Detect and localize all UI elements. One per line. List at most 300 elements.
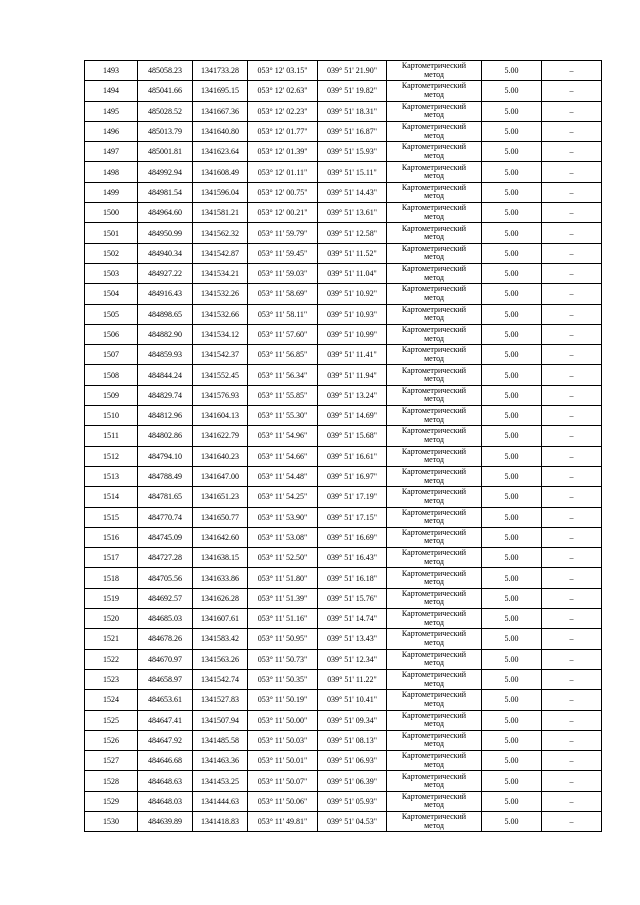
method-line-1: Картометрический: [401, 325, 467, 334]
x-coordinate-cell: 484653.61: [138, 690, 193, 710]
method-line-1: Картометрический: [401, 507, 467, 517]
point-number-cell: 1520: [85, 609, 138, 629]
x-coordinate-cell: 484648.03: [138, 791, 193, 811]
latitude-cell: 053° 11' 50.01": [248, 751, 318, 771]
method-line-2: метод: [424, 516, 444, 526]
note-cell: –: [542, 730, 602, 750]
table-row: [85, 730, 602, 750]
method-cell: [387, 811, 482, 831]
x-coordinate-cell: 484844.24: [138, 365, 193, 385]
accuracy-cell: 5.00: [482, 629, 542, 649]
point-number-cell: 1502: [85, 243, 138, 263]
point-number-cell: 1499: [85, 182, 138, 202]
longitude-cell: 039° 51' 19.82": [318, 81, 387, 101]
point-number-cell: 1512: [85, 446, 138, 466]
longitude-cell: 039° 51' 16.18": [318, 568, 387, 588]
point-number-cell: 1516: [85, 527, 138, 547]
table-row: [85, 548, 602, 568]
table-row: [85, 609, 602, 629]
method-line-2: метод: [424, 678, 444, 688]
method-line-1: Картометрический: [401, 182, 467, 192]
longitude-cell: 039° 51' 14.43": [318, 182, 387, 202]
method-cell: [387, 324, 482, 344]
longitude-cell: 039° 51' 09.34": [318, 710, 387, 730]
point-number-cell: 1519: [85, 588, 138, 608]
x-coordinate-cell: 484647.92: [138, 730, 193, 750]
longitude-cell: 039° 51' 06.93": [318, 751, 387, 771]
accuracy-cell: 5.00: [482, 365, 542, 385]
method-line-2: метод: [424, 191, 444, 201]
accuracy-cell: 5.00: [482, 81, 542, 101]
longitude-cell: 039° 51' 08.13": [318, 730, 387, 750]
method-cell: [387, 446, 482, 466]
note-cell: –: [542, 710, 602, 730]
method-line-1: Картометрический: [401, 467, 467, 477]
x-coordinate-cell: 484898.65: [138, 304, 193, 324]
accuracy-cell: 5.00: [482, 142, 542, 162]
method-line-1: Картометрический: [401, 487, 467, 497]
longitude-cell: 039° 51' 04.53": [318, 811, 387, 831]
latitude-cell: 053° 11' 49.81": [248, 811, 318, 831]
longitude-cell: 039° 51' 17.15": [318, 507, 387, 527]
longitude-cell: 039° 51' 17.19": [318, 487, 387, 507]
y-coordinate-cell: 1341638.15: [193, 548, 248, 568]
coordinates-table: [84, 60, 602, 832]
method-cell: [387, 182, 482, 202]
method-line-2: метод: [424, 780, 444, 790]
table-row: [85, 345, 602, 365]
accuracy-cell: 5.00: [482, 669, 542, 689]
accuracy-cell: 5.00: [482, 223, 542, 243]
note-cell: –: [542, 182, 602, 202]
method-cell: [387, 304, 482, 324]
point-number-cell: 1527: [85, 751, 138, 771]
latitude-cell: 053° 11' 50.03": [248, 730, 318, 750]
point-number-cell: 1518: [85, 568, 138, 588]
table-row: [85, 487, 602, 507]
method-cell: [387, 61, 482, 81]
method-cell: [387, 385, 482, 405]
latitude-cell: 053° 12' 02.23": [248, 101, 318, 121]
method-line-2: метод: [424, 232, 444, 242]
y-coordinate-cell: 1341576.93: [193, 385, 248, 405]
method-line-1: Картометрический: [401, 406, 467, 416]
note-cell: –: [542, 223, 602, 243]
accuracy-cell: 5.00: [482, 649, 542, 669]
table-row: [85, 771, 602, 791]
latitude-cell: 053° 12' 01.11": [248, 162, 318, 182]
point-number-cell: 1529: [85, 791, 138, 811]
longitude-cell: 039° 51' 10.93": [318, 304, 387, 324]
longitude-cell: 039° 51' 14.74": [318, 609, 387, 629]
table-row: [85, 588, 602, 608]
accuracy-cell: 5.00: [482, 324, 542, 344]
method-line-1: Картометрический: [401, 568, 467, 578]
method-line-2: метод: [424, 739, 444, 749]
point-number-cell: 1494: [85, 81, 138, 101]
point-number-cell: 1523: [85, 669, 138, 689]
table-row: [85, 385, 602, 405]
accuracy-cell: 5.00: [482, 406, 542, 426]
latitude-cell: 053° 11' 55.30": [248, 406, 318, 426]
x-coordinate-cell: 484646.68: [138, 751, 193, 771]
table-row: [85, 527, 602, 547]
accuracy-cell: 5.00: [482, 284, 542, 304]
accuracy-cell: 5.00: [482, 791, 542, 811]
longitude-cell: 039° 51' 21.90": [318, 61, 387, 81]
method-line-1: Картометрический: [401, 771, 467, 781]
latitude-cell: 053° 11' 58.11": [248, 304, 318, 324]
y-coordinate-cell: 1341608.49: [193, 162, 248, 182]
method-line-2: метод: [424, 353, 444, 363]
method-line-2: метод: [424, 495, 444, 505]
latitude-cell: 053° 11' 50.00": [248, 710, 318, 730]
table-row: [85, 263, 602, 283]
accuracy-cell: 5.00: [482, 507, 542, 527]
accuracy-cell: 5.00: [482, 101, 542, 121]
method-line-2: метод: [424, 374, 444, 384]
method-cell: [387, 426, 482, 446]
method-line-1: Картометрический: [401, 203, 467, 213]
method-line-1: Картометрический: [401, 690, 467, 700]
longitude-cell: 039° 51' 11.22": [318, 669, 387, 689]
table-row: [85, 568, 602, 588]
y-coordinate-cell: 1341444.63: [193, 791, 248, 811]
point-number-cell: 1514: [85, 487, 138, 507]
note-cell: –: [542, 121, 602, 141]
method-line-2: метод: [424, 89, 444, 99]
x-coordinate-cell: 484981.54: [138, 182, 193, 202]
latitude-cell: 053° 11' 52.50": [248, 548, 318, 568]
accuracy-cell: 5.00: [482, 588, 542, 608]
accuracy-cell: 5.00: [482, 263, 542, 283]
method-line-2: метод: [424, 475, 444, 485]
method-cell: [387, 466, 482, 486]
coordinates-table-body: [85, 61, 602, 832]
x-coordinate-cell: 484859.93: [138, 345, 193, 365]
method-line-1: Картометрический: [401, 284, 467, 294]
longitude-cell: 039° 51' 15.68": [318, 426, 387, 446]
method-line-1: Картометрический: [401, 527, 467, 537]
method-cell: [387, 203, 482, 223]
accuracy-cell: 5.00: [482, 568, 542, 588]
x-coordinate-cell: 485001.81: [138, 142, 193, 162]
latitude-cell: 053° 11' 54.25": [248, 487, 318, 507]
longitude-cell: 039° 51' 13.61": [318, 203, 387, 223]
method-line-2: метод: [424, 577, 444, 587]
longitude-cell: 039° 51' 16.43": [318, 548, 387, 568]
table-row: [85, 791, 602, 811]
note-cell: –: [542, 345, 602, 365]
point-number-cell: 1510: [85, 406, 138, 426]
accuracy-cell: 5.00: [482, 304, 542, 324]
method-cell: [387, 548, 482, 568]
accuracy-cell: 5.00: [482, 121, 542, 141]
table-row: [85, 710, 602, 730]
point-number-cell: 1525: [85, 710, 138, 730]
point-number-cell: 1530: [85, 811, 138, 831]
note-cell: –: [542, 487, 602, 507]
latitude-cell: 053° 11' 50.95": [248, 629, 318, 649]
y-coordinate-cell: 1341647.00: [193, 466, 248, 486]
method-line-1: Картометрический: [401, 304, 467, 314]
x-coordinate-cell: 484812.96: [138, 406, 193, 426]
note-cell: –: [542, 385, 602, 405]
point-number-cell: 1521: [85, 629, 138, 649]
longitude-cell: 039° 51' 12.34": [318, 649, 387, 669]
method-line-2: метод: [424, 252, 444, 262]
note-cell: –: [542, 649, 602, 669]
latitude-cell: 053° 12' 03.15": [248, 61, 318, 81]
document-page: [84, 60, 601, 832]
point-number-cell: 1515: [85, 507, 138, 527]
y-coordinate-cell: 1341542.87: [193, 243, 248, 263]
accuracy-cell: 5.00: [482, 243, 542, 263]
y-coordinate-cell: 1341604.13: [193, 406, 248, 426]
latitude-cell: 053° 11' 54.96": [248, 426, 318, 446]
note-cell: –: [542, 406, 602, 426]
method-cell: [387, 791, 482, 811]
accuracy-cell: 5.00: [482, 426, 542, 446]
method-cell: [387, 609, 482, 629]
note-cell: –: [542, 669, 602, 689]
table-row: [85, 426, 602, 446]
method-cell: [387, 730, 482, 750]
note-cell: –: [542, 446, 602, 466]
table-row: [85, 324, 602, 344]
x-coordinate-cell: 484781.65: [138, 487, 193, 507]
accuracy-cell: 5.00: [482, 162, 542, 182]
method-line-1: Картометрический: [401, 101, 467, 111]
latitude-cell: 053° 11' 50.73": [248, 649, 318, 669]
y-coordinate-cell: 1341623.64: [193, 142, 248, 162]
table-row: [85, 284, 602, 304]
accuracy-cell: 5.00: [482, 751, 542, 771]
longitude-cell: 039° 51' 11.41": [318, 345, 387, 365]
accuracy-cell: 5.00: [482, 446, 542, 466]
point-number-cell: 1497: [85, 142, 138, 162]
point-number-cell: 1500: [85, 203, 138, 223]
x-coordinate-cell: 484927.22: [138, 263, 193, 283]
method-line-2: метод: [424, 171, 444, 181]
note-cell: –: [542, 324, 602, 344]
x-coordinate-cell: 484670.97: [138, 649, 193, 669]
note-cell: –: [542, 284, 602, 304]
table-row: [85, 365, 602, 385]
table-row: [85, 811, 602, 831]
x-coordinate-cell: 484916.43: [138, 284, 193, 304]
latitude-cell: 053° 11' 59.79": [248, 223, 318, 243]
longitude-cell: 039° 51' 11.94": [318, 365, 387, 385]
longitude-cell: 039° 51' 15.76": [318, 588, 387, 608]
method-line-2: метод: [424, 394, 444, 404]
x-coordinate-cell: 484647.41: [138, 710, 193, 730]
method-cell: [387, 142, 482, 162]
method-line-1: Картометрический: [401, 264, 467, 274]
method-line-1: Картометрический: [401, 588, 467, 598]
x-coordinate-cell: 485058.23: [138, 61, 193, 81]
note-cell: –: [542, 527, 602, 547]
longitude-cell: 039° 51' 16.87": [318, 121, 387, 141]
x-coordinate-cell: 484794.10: [138, 446, 193, 466]
table-row: [85, 162, 602, 182]
table-row: [85, 203, 602, 223]
method-cell: [387, 345, 482, 365]
method-cell: [387, 162, 482, 182]
longitude-cell: 039° 51' 10.92": [318, 284, 387, 304]
table-row: [85, 466, 602, 486]
x-coordinate-cell: 484648.63: [138, 771, 193, 791]
method-line-2: метод: [424, 110, 444, 120]
latitude-cell: 053° 11' 51.80": [248, 568, 318, 588]
note-cell: –: [542, 203, 602, 223]
y-coordinate-cell: 1341733.28: [193, 61, 248, 81]
table-row: [85, 690, 602, 710]
table-row: [85, 649, 602, 669]
method-line-2: метод: [424, 800, 444, 810]
y-coordinate-cell: 1341607.61: [193, 609, 248, 629]
method-cell: [387, 284, 482, 304]
table-row: [85, 629, 602, 649]
x-coordinate-cell: 484788.49: [138, 466, 193, 486]
y-coordinate-cell: 1341418.83: [193, 811, 248, 831]
table-row: [85, 406, 602, 426]
point-number-cell: 1528: [85, 771, 138, 791]
latitude-cell: 053° 12' 00.75": [248, 182, 318, 202]
method-cell: [387, 710, 482, 730]
latitude-cell: 053° 11' 54.48": [248, 466, 318, 486]
method-cell: [387, 669, 482, 689]
method-line-2: метод: [424, 414, 444, 424]
note-cell: –: [542, 162, 602, 182]
latitude-cell: 053° 11' 55.85": [248, 385, 318, 405]
latitude-cell: 053° 11' 56.34": [248, 365, 318, 385]
point-number-cell: 1524: [85, 690, 138, 710]
method-line-1: Картометрический: [401, 710, 467, 720]
note-cell: –: [542, 101, 602, 121]
method-line-1: Картометрический: [401, 223, 467, 233]
method-cell: [387, 649, 482, 669]
accuracy-cell: 5.00: [482, 345, 542, 365]
table-row: [85, 81, 602, 101]
table-row: [85, 304, 602, 324]
method-line-2: метод: [424, 698, 444, 708]
table-row: [85, 223, 602, 243]
x-coordinate-cell: 484678.26: [138, 629, 193, 649]
latitude-cell: 053° 11' 56.85": [248, 345, 318, 365]
note-cell: –: [542, 81, 602, 101]
method-line-1: Картометрический: [401, 609, 467, 619]
y-coordinate-cell: 1341650.77: [193, 507, 248, 527]
note-cell: –: [542, 365, 602, 385]
point-number-cell: 1506: [85, 324, 138, 344]
table-row: [85, 446, 602, 466]
latitude-cell: 053° 11' 54.66": [248, 446, 318, 466]
table-row: [85, 61, 602, 81]
y-coordinate-cell: 1341562.32: [193, 223, 248, 243]
y-coordinate-cell: 1341507.94: [193, 710, 248, 730]
note-cell: –: [542, 588, 602, 608]
point-number-cell: 1493: [85, 61, 138, 81]
note-cell: –: [542, 791, 602, 811]
y-coordinate-cell: 1341463.36: [193, 751, 248, 771]
y-coordinate-cell: 1341651.23: [193, 487, 248, 507]
x-coordinate-cell: 484940.34: [138, 243, 193, 263]
method-line-2: метод: [424, 333, 444, 343]
method-cell: [387, 406, 482, 426]
note-cell: –: [542, 629, 602, 649]
method-line-1: Картометрический: [401, 142, 467, 152]
method-line-1: Картометрический: [401, 385, 467, 395]
point-number-cell: 1526: [85, 730, 138, 750]
point-number-cell: 1504: [85, 284, 138, 304]
y-coordinate-cell: 1341596.04: [193, 182, 248, 202]
table-row: [85, 243, 602, 263]
table-row: [85, 121, 602, 141]
latitude-cell: 053° 11' 57.60": [248, 324, 318, 344]
method-line-2: метод: [424, 617, 444, 627]
x-coordinate-cell: 485013.79: [138, 121, 193, 141]
latitude-cell: 053° 12' 00.21": [248, 203, 318, 223]
method-cell: [387, 263, 482, 283]
method-line-2: метод: [424, 272, 444, 282]
x-coordinate-cell: 484639.89: [138, 811, 193, 831]
longitude-cell: 039° 51' 12.58": [318, 223, 387, 243]
method-line-1: Картометрический: [401, 812, 467, 822]
x-coordinate-cell: 484829.74: [138, 385, 193, 405]
point-number-cell: 1511: [85, 426, 138, 446]
method-cell: [387, 365, 482, 385]
y-coordinate-cell: 1341640.80: [193, 121, 248, 141]
y-coordinate-cell: 1341667.36: [193, 101, 248, 121]
method-line-1: Картометрический: [401, 243, 467, 253]
method-line-1: Картометрический: [401, 345, 467, 355]
accuracy-cell: 5.00: [482, 61, 542, 81]
method-cell: [387, 101, 482, 121]
method-line-1: Картометрический: [401, 426, 467, 436]
method-line-2: метод: [424, 434, 444, 444]
method-line-1: Картометрический: [401, 446, 467, 456]
method-cell: [387, 487, 482, 507]
method-line-2: метод: [424, 313, 444, 323]
note-cell: –: [542, 690, 602, 710]
y-coordinate-cell: 1341534.12: [193, 324, 248, 344]
method-line-2: метод: [424, 69, 444, 79]
table-row: [85, 507, 602, 527]
latitude-cell: 053° 12' 01.39": [248, 142, 318, 162]
y-coordinate-cell: 1341581.21: [193, 203, 248, 223]
longitude-cell: 039° 51' 11.04": [318, 263, 387, 283]
longitude-cell: 039° 51' 06.39": [318, 771, 387, 791]
point-number-cell: 1509: [85, 385, 138, 405]
point-number-cell: 1495: [85, 101, 138, 121]
y-coordinate-cell: 1341640.23: [193, 446, 248, 466]
x-coordinate-cell: 484685.03: [138, 609, 193, 629]
method-cell: [387, 629, 482, 649]
y-coordinate-cell: 1341542.37: [193, 345, 248, 365]
y-coordinate-cell: 1341622.79: [193, 426, 248, 446]
accuracy-cell: 5.00: [482, 771, 542, 791]
latitude-cell: 053° 11' 59.03": [248, 263, 318, 283]
y-coordinate-cell: 1341485.58: [193, 730, 248, 750]
method-cell: [387, 223, 482, 243]
x-coordinate-cell: 484692.57: [138, 588, 193, 608]
point-number-cell: 1503: [85, 263, 138, 283]
note-cell: –: [542, 568, 602, 588]
y-coordinate-cell: 1341532.66: [193, 304, 248, 324]
method-cell: [387, 751, 482, 771]
x-coordinate-cell: 484745.09: [138, 527, 193, 547]
